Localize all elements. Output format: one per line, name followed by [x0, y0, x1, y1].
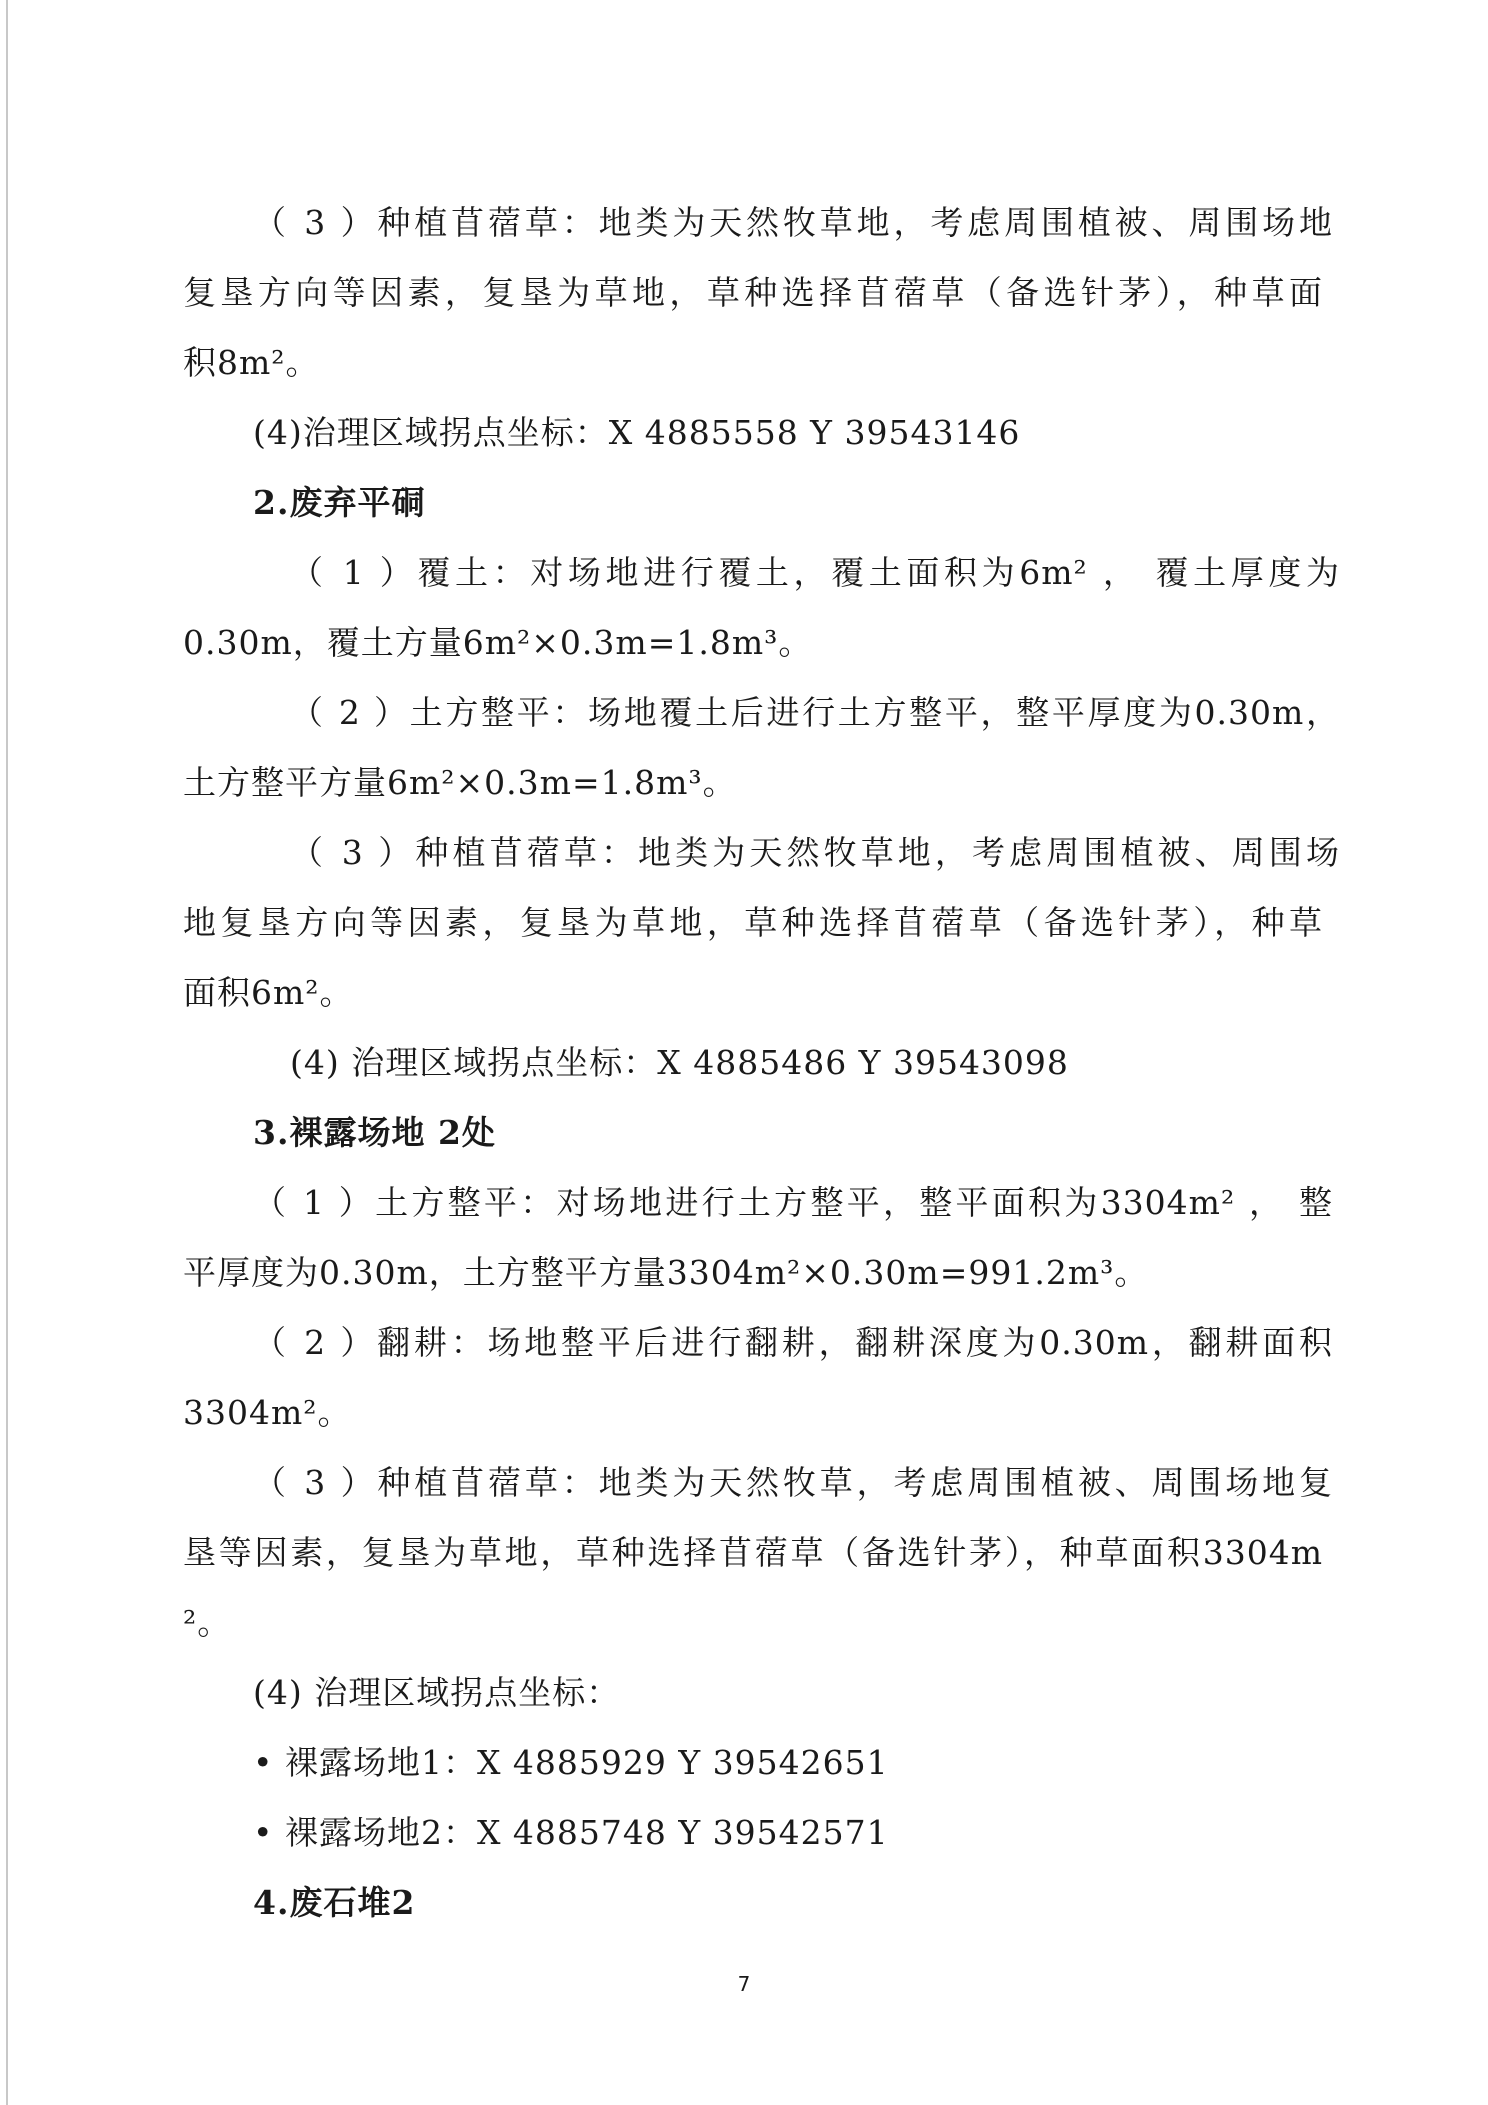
paragraph-line: 3304m²。 — [183, 1393, 352, 1432]
paragraph-line: （ 2 ）翻耕：场地整平后进行翻耕，翻耕深度为0.30m，翻耕面积 — [253, 1323, 1333, 1362]
paragraph-line: (4) 治理区域拐点坐标：X 4885486 Y 39543098 — [290, 1043, 1069, 1082]
paragraph-line: (4) 治理区域拐点坐标： — [253, 1673, 621, 1712]
paragraph-line: （ 3 ）种植苜蓿草：地类为天然牧草，考虑周围植被、周围场地复 — [253, 1463, 1333, 1502]
list-item: • 裸露场地2：X 4885748 Y 39542571 — [253, 1813, 889, 1852]
paragraph-line: （ 3 ）种植苜蓿草：地类为天然牧草地，考虑周围植被、周围场地 — [253, 203, 1333, 242]
paragraph-line: 平厚度为0.30m，土方整平方量3304m²×0.30m=991.2m³。 — [183, 1253, 1149, 1292]
list-item: • 裸露场地1：X 4885929 Y 39542651 — [253, 1743, 889, 1782]
section-heading: 4.废石堆2 — [253, 1883, 416, 1922]
paragraph-line: 积8m²。 — [183, 343, 320, 382]
paragraph-line: 面积6m²。 — [183, 973, 354, 1012]
paragraph-line: 0.30m，覆土方量6m²×0.3m=1.8m³。 — [183, 623, 813, 662]
paragraph-line: （ 2 ）土方整平：场地覆土后进行土方整平，整平厚度为0.30m， — [290, 693, 1340, 732]
paragraph-line: (4)治理区域拐点坐标：X 4885558 Y 39543146 — [253, 413, 1021, 452]
paragraph-line: 地复垦方向等因素，复垦为草地，草种选择苜蓿草（备选针茅），种草 — [183, 903, 1323, 942]
paragraph-line: ²。 — [183, 1603, 232, 1642]
paragraph-line: 复垦方向等因素，复垦为草地，草种选择苜蓿草（备选针茅），种草面 — [183, 273, 1323, 312]
section-heading: 2.废弃平硐 — [253, 483, 426, 522]
paragraph-line: 土方整平方量6m²×0.3m=1.8m³。 — [183, 763, 737, 802]
page-number: 7 — [737, 1972, 751, 1996]
paragraph-line: （ 1 ）覆土：对场地进行覆土，覆土面积为6m² ， 覆土厚度为 — [290, 553, 1340, 592]
paragraph-line: （ 1 ）土方整平：对场地进行土方整平，整平面积为3304m² ， 整 — [253, 1183, 1333, 1222]
paragraph-line: （ 3 ）种植苜蓿草：地类为天然牧草地，考虑周围植被、周围场 — [290, 833, 1340, 872]
section-heading: 3.裸露场地 2处 — [253, 1113, 496, 1152]
paragraph-line: 垦等因素，复垦为草地，草种选择苜蓿草（备选针茅），种草面积3304m — [183, 1533, 1323, 1572]
